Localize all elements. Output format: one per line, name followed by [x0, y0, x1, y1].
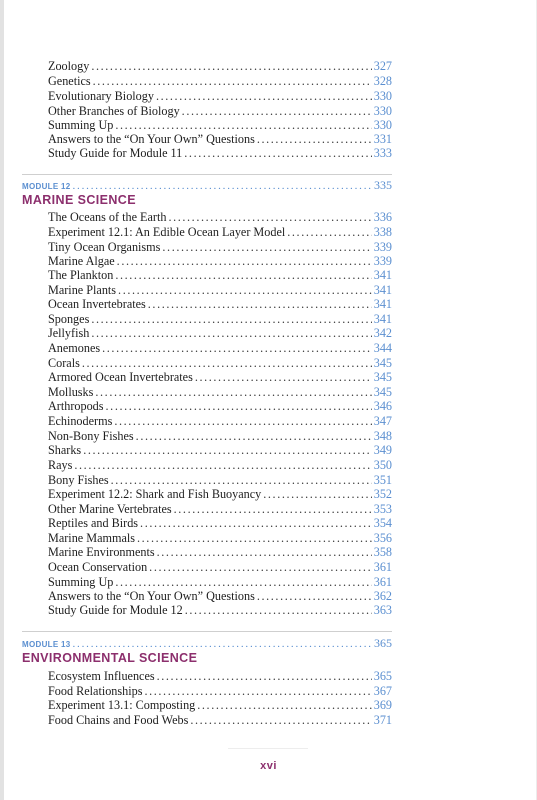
toc-entry-title: Jellyfish	[48, 326, 90, 340]
toc-entry-title: Ocean Invertebrates	[48, 297, 146, 311]
toc-entry-title: Rays	[48, 458, 73, 472]
toc-entry-title: Food Relationships	[48, 684, 143, 698]
toc-entry-title: Summing Up	[48, 118, 114, 132]
toc-entry-page: 341	[373, 268, 392, 282]
toc-entry-title: Reptiles and Birds	[48, 516, 139, 530]
toc-entry-page: 331	[373, 132, 392, 146]
toc-entry-title: Study Guide for Module 11	[48, 146, 183, 160]
toc-entry-title: Experiment 12.2: Shark and Fish Buoyancy	[48, 487, 262, 501]
toc-entry-title: Marine Mammals	[48, 531, 135, 545]
dot-leader	[257, 589, 372, 603]
dot-leader	[82, 356, 372, 370]
dot-leader	[182, 104, 372, 118]
toc-entry[interactable]	[48, 297, 392, 311]
toc-entry-page: 348	[373, 429, 392, 443]
toc-entry-page: 342	[373, 326, 392, 340]
toc-entry[interactable]	[48, 146, 392, 160]
toc-entry[interactable]	[48, 283, 392, 297]
toc-entry[interactable]	[48, 59, 392, 73]
toc-entry-page: 345	[373, 356, 392, 370]
dot-leader	[73, 638, 373, 650]
toc-entry-page: 341	[373, 312, 392, 326]
toc-entry-title: Echinoderms	[48, 414, 113, 428]
toc-entry-title: Evolutionary Biology	[48, 89, 154, 103]
dot-leader	[157, 669, 372, 683]
toc-entry-title: Corals	[48, 356, 80, 370]
dot-leader	[140, 516, 372, 530]
toc-entry-title: Experiment 13.1: Composting	[48, 698, 196, 712]
dot-leader	[91, 59, 371, 73]
toc-entry-page: 362	[373, 589, 392, 603]
toc-entry[interactable]	[48, 341, 392, 355]
toc-entry-title: Study Guide for Module 12	[48, 603, 183, 617]
toc-entry-title: Answers to the “On Your Own” Questions	[48, 589, 255, 603]
toc-entry[interactable]	[48, 356, 392, 370]
dot-leader	[73, 180, 373, 192]
toc-entry-page: 330	[373, 104, 392, 118]
toc-entry-page: 367	[373, 684, 392, 698]
section-title-marine-science: MARINE SCIENCE	[22, 193, 136, 207]
toc-entry[interactable]	[48, 502, 392, 516]
toc-entry[interactable]	[48, 684, 392, 698]
dot-leader	[137, 531, 372, 545]
module-13-header[interactable]	[22, 637, 392, 649]
dot-leader	[148, 297, 372, 311]
toc-entry[interactable]	[48, 487, 392, 501]
toc-entry[interactable]	[48, 560, 392, 574]
dot-leader	[106, 399, 372, 413]
toc-entry-page: 345	[373, 370, 392, 384]
toc-entry-page: 328	[373, 74, 392, 88]
dot-leader	[197, 698, 371, 712]
toc-entry-page: 345	[373, 385, 392, 399]
footer-divider	[228, 748, 308, 749]
toc-entry-page: 336	[373, 210, 392, 224]
toc-entry-title: Bony Fishes	[48, 473, 109, 487]
toc-entry-page: 363	[373, 603, 392, 617]
section-title-environmental-science: ENVIRONMENTAL SCIENCE	[22, 651, 198, 665]
toc-entry-title: Summing Up	[48, 575, 114, 589]
toc-entry-title: Genetics	[48, 74, 91, 88]
toc-entry-title: Marine Algae	[48, 254, 115, 268]
toc-entry[interactable]	[48, 370, 392, 384]
toc-entry[interactable]	[48, 473, 392, 487]
dot-leader	[156, 89, 372, 103]
toc-entry-title: Sharks	[48, 443, 82, 457]
toc-entry-title: Arthropods	[48, 399, 104, 413]
toc-entry[interactable]	[48, 531, 392, 545]
toc-entry[interactable]	[48, 603, 392, 617]
dot-leader	[190, 713, 371, 727]
toc-entry-page: 353	[373, 502, 392, 516]
toc-entry-title: The Oceans of the Earth	[48, 210, 167, 224]
toc-entry[interactable]	[48, 132, 392, 146]
dot-leader	[157, 545, 372, 559]
toc-entry[interactable]	[48, 669, 392, 683]
toc-entry-title: Mollusks	[48, 385, 94, 399]
toc-entry-page: 349	[373, 443, 392, 457]
toc-entry-page: 333	[373, 146, 392, 160]
dot-leader	[83, 443, 372, 457]
toc-entry[interactable]	[48, 89, 392, 103]
dot-leader	[117, 254, 372, 268]
toc-entry[interactable]	[48, 458, 392, 472]
dot-leader	[115, 268, 371, 282]
dot-leader	[102, 341, 372, 355]
toc-entry-page: 339	[373, 240, 392, 254]
toc-entry-title: Non-Bony Fishes	[48, 429, 134, 443]
toc-entry-page: 347	[373, 414, 392, 428]
toc-entry[interactable]	[48, 210, 392, 224]
dot-leader	[136, 429, 372, 443]
toc-entry[interactable]	[48, 326, 392, 340]
toc-entry-page: 341	[373, 283, 392, 297]
toc-entry[interactable]	[48, 225, 392, 239]
page-number: xvi	[260, 760, 277, 772]
dot-leader	[287, 225, 371, 239]
toc-entry[interactable]	[48, 589, 392, 603]
module-label: MODULE 13	[22, 640, 71, 649]
module-page: 335	[374, 178, 392, 192]
dot-leader	[118, 283, 372, 297]
toc-entry-page: 330	[373, 89, 392, 103]
toc-entry[interactable]	[48, 429, 392, 443]
dot-leader	[115, 575, 371, 589]
module-page: 365	[374, 636, 392, 650]
dot-leader	[162, 240, 371, 254]
toc-entry-title: Anemones	[48, 341, 101, 355]
toc-entry[interactable]	[48, 240, 392, 254]
toc-entry-title: Zoology	[48, 59, 90, 73]
toc-entry[interactable]	[48, 74, 392, 88]
dot-leader	[184, 146, 371, 160]
toc-entry-page: 351	[373, 473, 392, 487]
dot-leader	[93, 74, 372, 88]
dot-leader	[91, 326, 371, 340]
toc-entry[interactable]	[48, 443, 392, 457]
toc-entry-title: Other Branches of Biology	[48, 104, 180, 118]
toc-entry-title: Food Chains and Food Webs	[48, 713, 189, 727]
toc-entry-page: 330	[373, 118, 392, 132]
toc-entry-title: Sponges	[48, 312, 90, 326]
toc-entry[interactable]	[48, 385, 392, 399]
dot-leader	[74, 458, 371, 472]
page-edge	[0, 0, 4, 800]
toc-entry-title: Other Marine Vertebrates	[48, 502, 172, 516]
toc-entry-page: 327	[373, 59, 392, 73]
dot-leader	[263, 487, 371, 501]
dot-leader	[114, 414, 371, 428]
toc-entry-page: 365	[373, 669, 392, 683]
toc-entry-page: 352	[373, 487, 392, 501]
toc-entry-title: Ocean Conservation	[48, 560, 148, 574]
toc-entry-page: 346	[373, 399, 392, 413]
toc-entry[interactable]	[48, 698, 392, 712]
dot-leader	[111, 473, 372, 487]
dot-leader	[185, 603, 372, 617]
toc-entry-title: Experiment 12.1: An Edible Ocean Layer Model	[48, 225, 286, 239]
dot-leader	[95, 385, 371, 399]
toc-entry[interactable]	[48, 713, 392, 727]
dot-leader	[168, 210, 371, 224]
toc-entry[interactable]	[48, 414, 392, 428]
dot-leader	[174, 502, 372, 516]
toc-entry[interactable]	[48, 545, 392, 559]
toc-entry-page: 350	[373, 458, 392, 472]
toc-entry-title: Marine Plants	[48, 283, 117, 297]
toc-entry-title: Armored Ocean Invertebrates	[48, 370, 193, 384]
toc-entry-page: 358	[373, 545, 392, 559]
dot-leader	[91, 312, 371, 326]
section-divider	[22, 174, 392, 175]
toc-entry-page: 361	[373, 575, 392, 589]
dot-leader	[257, 132, 372, 146]
toc-entry-title: The Plankton	[48, 268, 114, 282]
toc-entry-title: Tiny Ocean Organisms	[48, 240, 161, 254]
dot-leader	[144, 684, 371, 698]
section-divider	[22, 631, 392, 632]
toc-entry-page: 356	[373, 531, 392, 545]
toc-entry-page: 338	[373, 225, 392, 239]
toc-entry-page: 344	[373, 341, 392, 355]
toc-entry-page: 339	[373, 254, 392, 268]
toc-entry[interactable]	[48, 516, 392, 530]
toc-entry-page: 361	[373, 560, 392, 574]
toc-entry-page: 354	[373, 516, 392, 530]
toc-entry[interactable]	[48, 118, 392, 132]
dot-leader	[195, 370, 372, 384]
module-label: MODULE 12	[22, 182, 71, 191]
toc-entry[interactable]	[48, 254, 392, 268]
toc-entry-title: Ecosystem Influences	[48, 669, 155, 683]
dot-leader	[149, 560, 372, 574]
toc-entry[interactable]	[48, 104, 392, 118]
toc-entry-page: 369	[373, 698, 392, 712]
module-12-header[interactable]	[22, 179, 392, 191]
toc-entry[interactable]	[48, 399, 392, 413]
dot-leader	[115, 118, 371, 132]
toc-entry-title: Marine Environments	[48, 545, 155, 559]
toc-entry[interactable]	[48, 312, 392, 326]
toc-entry-title: Answers to the “On Your Own” Questions	[48, 132, 255, 146]
toc-entry[interactable]	[48, 575, 392, 589]
toc-entry-page: 371	[373, 713, 392, 727]
toc-entry-page: 341	[373, 297, 392, 311]
toc-entry[interactable]	[48, 268, 392, 282]
